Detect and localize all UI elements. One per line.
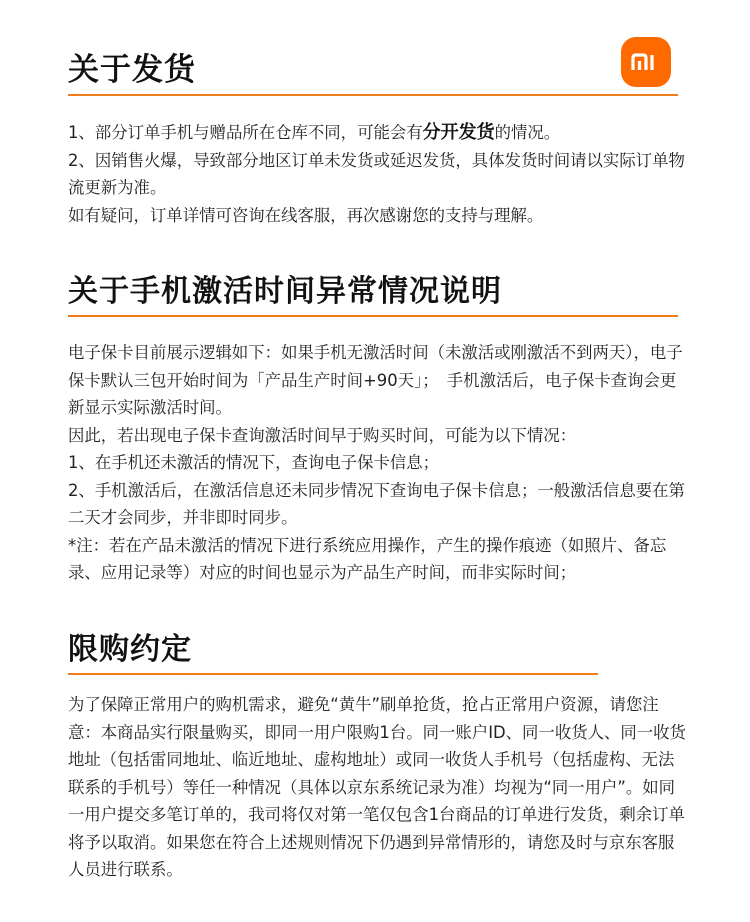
limit-divider (68, 673, 598, 675)
activation-paragraph-4: 2、手机激活后，在激活信息还未同步情况下查询电子保卡信息；一般激活信息要在第二天才会同步，并非即时同步。 (68, 480, 685, 527)
shipping-body (68, 119, 688, 229)
shipping-line-2: 2、因销售火爆，导致部分地区订单未发货或延迟发货，具体发货时间请以实际订单物流更新为准。 (68, 150, 685, 197)
mi-logo-icon (631, 53, 661, 71)
shipping-line-3: 如有疑问，订单详情可咨询在线客服，再次感谢您的支持与理解。 (68, 205, 544, 225)
activation-divider (68, 315, 678, 317)
activation-note: *注：若在产品未激活的情况下进行系统应用操作，产生的操作痕迹（如照片、备忘录、应用记录等）对应的时间也显示为产品生产时间，而非实际时间； (68, 535, 667, 582)
shipping-line-1 (68, 119, 688, 147)
shipping-line-1-suffix: 的情况。 (494, 123, 561, 142)
limit-paragraph: 为了保障正常用户的购机需求，避免“黄牛”刷单抢货，抢占正常用户资源，请您注意：本商品实行限量购买，即同一用户限购1台。同一账户ID、同一收货人、同一收货地址（包括雷同地址、临近地址、虚构地址）或同一收货人手机号（包括虚构、无法联系的手机号）等任一种情况（具体以京东系统记录为准）均视为“同一用户”。如同一用户提交多笔订单的，我司将仅对第一笔仅包含1台商品的订单进行发货，剩余订单将予以取消。如果您在符合上述规则情况下仍遇到异常情形的，请您及时与京东客服人员进行联系。 (68, 695, 686, 879)
shipping-divider (68, 94, 678, 96)
activation-title: 关于手机激活时间异常情况说明 (68, 274, 502, 309)
shipping-line-1-prefix: 1、部分订单手机与赠品所在仓库不同，可能会有 (68, 123, 423, 142)
shipping-title: 关于发货 (68, 52, 196, 88)
limit-body (68, 691, 688, 884)
xiaomi-logo (621, 37, 671, 87)
activation-paragraph-1: 电子保卡目前展示逻辑如下：如果手机无激活时间（未激活或刚激活不到两天），电子保卡默认三包开始时间为「产品生产时间+90天」； 手机激活后，电子保卡查询会更新显示实际激活时间。 (68, 343, 683, 417)
activation-paragraph-3: 1、在手机还未激活的情况下，查询电子保卡信息； (68, 453, 440, 472)
activation-paragraph-2: 因此，若出现电子保卡查询激活时间早于购买时间，可能为以下情况： (68, 425, 577, 445)
limit-title: 限购约定 (68, 632, 192, 667)
activation-body (68, 339, 688, 587)
shipping-line-1-highlight: 分开发货 (422, 122, 495, 143)
